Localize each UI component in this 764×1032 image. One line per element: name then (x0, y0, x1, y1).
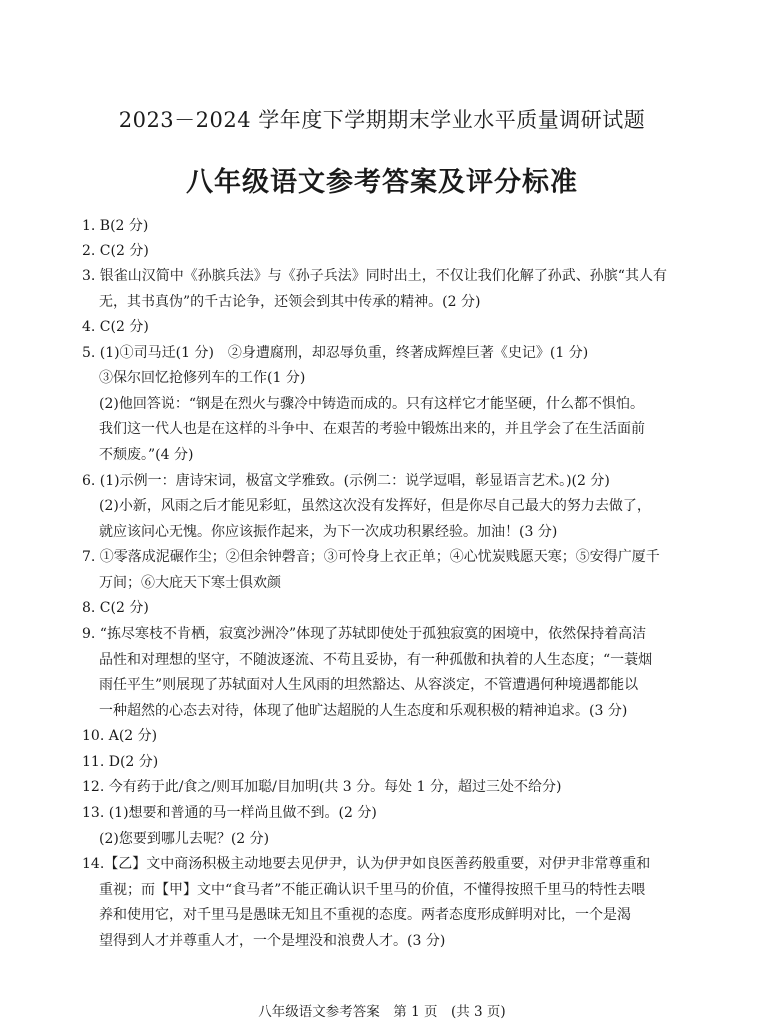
answer-9-line-3: 雨任平生”则展现了苏轼面对人生风雨的坦然豁达、从容淡定，不管遭遇何种境遇都能以 (99, 677, 639, 693)
answer-7-line-1: 7. ①零落成泥碾作尘；②但余钟磬音；③可怜身上衣正单；④心忧炭贱愿天寒；⑤安得广厦千 (82, 549, 660, 565)
answer-3-line-2: 无，其书真伪”的千古论争，还领会到其中传承的精神。(2 分) (99, 294, 481, 310)
document-title: 八年级语文参考答案及评分标准 (186, 167, 578, 198)
answer-8: 8. C(2 分) (82, 600, 149, 616)
answer-14-line-4: 望得到人才并尊重人才，一个是埋没和浪费人才。(3 分) (99, 933, 446, 949)
answer-6-line-3: 就应该问心无愧。你应该振作起来，为下一次成功积累经验。加油！(3 分) (99, 524, 558, 540)
answer-6-line-2: (2)小新，风雨之后才能见彩虹，虽然这次没有发挥好，但是你尽自己最大的努力去做了， (99, 498, 651, 514)
answer-14-line-1: 14.【乙】文中商汤积极主动地要去见伊尹，认为伊尹如良医善药般重要，对伊尹非常尊重和 (82, 856, 651, 872)
answer-11: 11. D(2 分) (82, 754, 159, 770)
answer-14-line-2: 重视；而【甲】文中“食马者”不能正确认识千里马的价值，不懂得按照千里马的特性去喂 (99, 882, 646, 898)
answer-13-line-1: 13. (1)想要和普通的马一样尚且做不到。(2 分) (82, 805, 377, 821)
answer-12: 12. 今有药于此/食之/则耳加聪/目加明(共 3 分。每处 1 分，超过三处不给分) (82, 779, 562, 795)
answer-9-line-2: 品性和对理想的坚守，不随波逐流、不苟且妥协，有一种孤傲和执着的人生态度；“一蓑烟 (99, 652, 653, 668)
answer-7-line-2: 万间；⑥大庇天下寒士俱欢颜 (99, 575, 281, 591)
answer-9-line-4: 一种超然的心态去对待，体现了他旷达超脱的人生态度和乐观积极的精神追求。(3 分) (99, 703, 628, 719)
answer-5-line-2: ③保尔回忆抢修列车的工作(1 分) (99, 370, 306, 386)
answer-5-line-3: (2)他回答说：“钢是在烈火与骤冷中铸造而成的。只有这样它才能坚硬，什么都不惧怕。 (99, 396, 644, 412)
answer-5-line-1: 5. (1)①司马迁(1 分) ②身遭腐刑，却忍辱负重，终著成辉煌巨著《史记》(1 分) (82, 345, 589, 361)
answer-1: 1. B(2 分) (82, 218, 149, 234)
exam-title: 2023－2024 学年度下学期期末学业水平质量调研试题 (118, 108, 646, 132)
answer-3-line-1: 3. 银雀山汉简中《孙膑兵法》与《孙子兵法》同时出土，不仅让我们化解了孙武、孙膑“其人有 (82, 268, 667, 284)
answer-6-line-1: 6. (1)示例一：唐诗宋词，极富文学雅致。(示例二：说学逗唱，彰显语言艺术。)(2 分) (82, 473, 610, 489)
answer-9-line-1: 9. “拣尽寒枝不肯栖，寂寞沙洲冷”体现了苏轼即使处于孤独寂寞的困境中，依然保持着高洁 (82, 626, 647, 642)
answer-5-line-5: 不颓废。”(4 分) (99, 447, 194, 463)
answer-14-line-3: 养和使用它，对千里马是愚昧无知且不重视的态度。两者态度形成鲜明对比，一个是渴 (99, 907, 631, 923)
answer-5-line-4: 我们这一代人也是在这样的斗争中、在艰苦的考验中锻炼出来的，并且学会了在生活面前 (99, 421, 645, 437)
answer-2: 2. C(2 分) (82, 243, 149, 259)
page-footer: 八年级语文参考答案 第 1 页 (共 3 页) (258, 1004, 506, 1020)
answer-10: 10. A(2 分) (82, 728, 158, 744)
answer-4: 4. C(2 分) (82, 319, 149, 335)
answer-13-line-2: (2)您要到哪儿去呢？(2 分) (99, 831, 270, 847)
